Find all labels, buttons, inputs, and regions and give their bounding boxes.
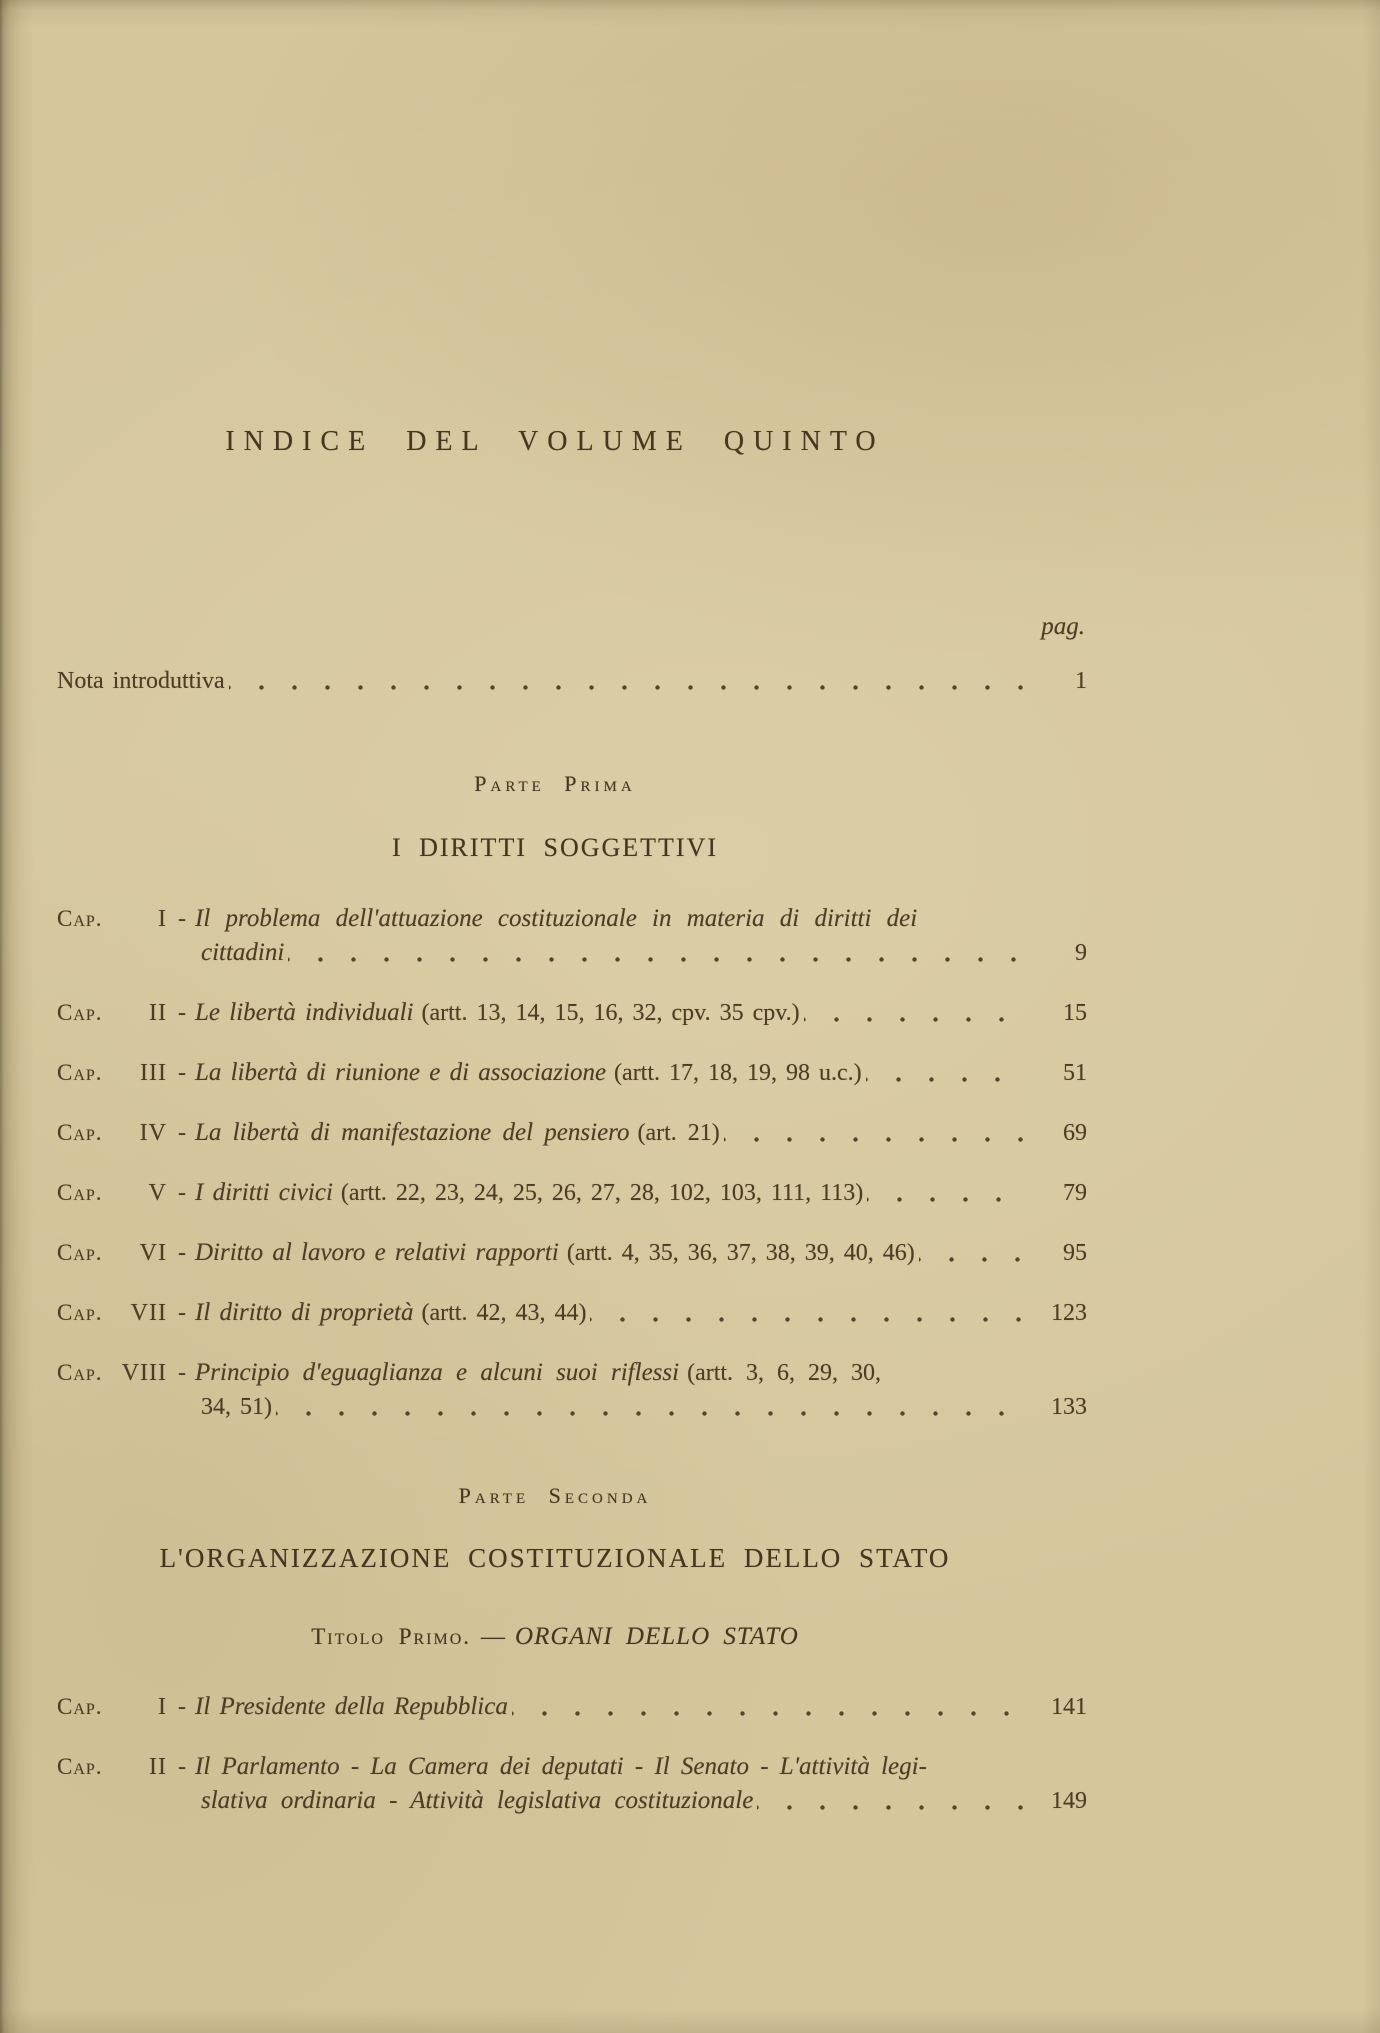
toc-entry xyxy=(57,996,1087,1030)
toc-entry xyxy=(57,1750,1087,1784)
chapter-label: Cap. xyxy=(57,1754,103,1779)
part-one-heading: Parte Prima xyxy=(474,771,636,796)
dot-leader xyxy=(804,996,1025,1030)
chapter-label: Cap. xyxy=(57,1694,103,1719)
dot-leader xyxy=(512,1690,1025,1724)
entry-page-number: 141 xyxy=(1051,1694,1087,1720)
title-one-line xyxy=(57,1620,1087,1654)
entry-page-number: 69 xyxy=(1063,1120,1087,1146)
toc-entry-continuation xyxy=(57,1390,1087,1424)
chapter-numeral: I xyxy=(158,1694,167,1720)
dash-separator: - xyxy=(178,1754,186,1780)
entry-page-number: 9 xyxy=(1075,940,1087,966)
chapter-label: Cap. xyxy=(57,1360,103,1385)
pag-label: pag. xyxy=(1041,613,1085,640)
chapter-numeral: VIII xyxy=(121,1360,167,1386)
entry-title-continued: cittadini xyxy=(201,939,285,966)
entry-title: Il Parlamento - La Camera dei deputati - Il Senato - L'attività legi- xyxy=(195,1753,927,1780)
chapter-label: Cap. xyxy=(57,1240,103,1265)
chapter-numeral: III xyxy=(140,1060,167,1086)
dot-leader xyxy=(276,1390,1025,1424)
dash-separator: - xyxy=(178,1120,186,1146)
dot-leader xyxy=(724,1116,1025,1150)
entry-page-number: 79 xyxy=(1063,1180,1087,1206)
entry-title: La libertà di riunione e di associazione (artt. 17, 18, 19, 98 u.c.) xyxy=(195,1059,862,1086)
dot-leader xyxy=(590,1296,1025,1330)
entry-title-continued: slativa ordinaria - Attività legislativa costituzionale xyxy=(201,1787,754,1814)
dot-leader xyxy=(229,664,1025,698)
dash-separator: - xyxy=(178,1360,186,1386)
chapter-numeral: I xyxy=(158,906,167,932)
toc-entry xyxy=(57,1296,1087,1330)
chapter-label: Cap. xyxy=(57,1060,103,1085)
chapter-label: Cap. xyxy=(57,1000,103,1025)
toc-entry-continuation xyxy=(57,1784,1087,1818)
dot-leader xyxy=(866,1056,1025,1090)
chapter-label: Cap. xyxy=(57,1180,103,1205)
chapter-numeral: IV xyxy=(139,1120,167,1146)
entry-title: Il diritto di proprietà (artt. 42, 43, 44) xyxy=(195,1299,587,1326)
chapter-numeral: V xyxy=(148,1180,167,1206)
entry-title: Diritto al lavoro e relativi rapporti (artt. 4, 35, 36, 37, 38, 39, 40, 46) xyxy=(195,1239,915,1266)
toc-entry xyxy=(57,1356,1087,1390)
entry-page-number: 51 xyxy=(1063,1060,1087,1086)
part-two-heading: Parte Seconda xyxy=(458,1483,652,1508)
toc-entry-intro xyxy=(57,664,1087,698)
toc-entry xyxy=(57,1176,1087,1210)
toc-entry-continuation xyxy=(57,936,1087,970)
entry-page-number: 133 xyxy=(1051,1394,1087,1420)
part-two-entries xyxy=(57,1690,1087,1818)
titolo-title: ORGANI DELLO STATO xyxy=(515,1623,799,1650)
dot-leader xyxy=(757,1784,1025,1818)
toc-content xyxy=(57,0,1087,1818)
entry-title: La libertà di manifestazione del pensiero (art. 21) xyxy=(195,1119,720,1146)
chapter-numeral: II xyxy=(149,1000,167,1026)
entry-page-number: 149 xyxy=(1051,1788,1087,1814)
chapter-numeral: VI xyxy=(139,1240,167,1266)
chapter-numeral: II xyxy=(149,1754,167,1780)
page-column-header xyxy=(57,612,1087,642)
entry-page-number: 123 xyxy=(1051,1300,1087,1326)
toc-entry xyxy=(57,1056,1087,1090)
dot-leader xyxy=(867,1176,1025,1210)
toc-entry xyxy=(57,1116,1087,1150)
chapter-label: Cap. xyxy=(57,1300,103,1325)
part-one-section-title: I DIRITTI SOGGETTIVI xyxy=(391,833,719,862)
chapter-label: Cap. xyxy=(57,1120,103,1145)
titolo-label: Titolo Primo. xyxy=(311,1624,472,1649)
dot-leader xyxy=(288,936,1025,970)
dash-separator: - xyxy=(178,1300,186,1326)
chapter-numeral: VII xyxy=(130,1300,167,1326)
toc-entry xyxy=(57,902,1087,936)
entry-title: I diritti civici (artt. 22, 23, 24, 25, 26, 27, 28, 102, 103, 111, 113) xyxy=(195,1179,864,1206)
toc-entry xyxy=(57,1690,1087,1724)
chapter-label: Cap. xyxy=(57,906,103,931)
entry-page-number: 1 xyxy=(1075,668,1087,694)
dash-separator: - xyxy=(178,1240,186,1266)
entry-title: Principio d'eguaglianza e alcuni suoi riflessi (artt. 3, 6, 29, 30, xyxy=(195,1359,882,1386)
part-two-section-title: L'ORGANIZZAZIONE COSTITUZIONALE DELLO STATO xyxy=(159,1543,951,1573)
dot-leader xyxy=(919,1236,1025,1270)
entry-title-continued: 34, 51) xyxy=(201,1394,272,1420)
entry-title: Il problema dell'attuazione costituzionale in materia di diritti dei xyxy=(195,905,918,932)
dash-separator: - xyxy=(178,1060,186,1086)
dash-separator: - xyxy=(178,906,186,932)
dash-separator: - xyxy=(178,1000,186,1026)
page-title: INDICE DEL VOLUME QUINTO xyxy=(225,426,885,457)
em-dash: — xyxy=(481,1624,506,1650)
dash-separator: - xyxy=(178,1694,186,1720)
dash-separator: - xyxy=(178,1180,186,1206)
entry-title: Nota introduttiva xyxy=(57,668,225,694)
entry-title: Il Presidente della Repubblica xyxy=(195,1693,508,1720)
entry-page-number: 15 xyxy=(1063,1000,1087,1026)
entry-page-number: 95 xyxy=(1063,1240,1087,1266)
toc-entry xyxy=(57,1236,1087,1270)
entry-title: Le libertà individuali (artt. 13, 14, 15, 16, 32, cpv. 35 cpv.) xyxy=(195,999,800,1026)
part-one-entries xyxy=(57,902,1087,1424)
